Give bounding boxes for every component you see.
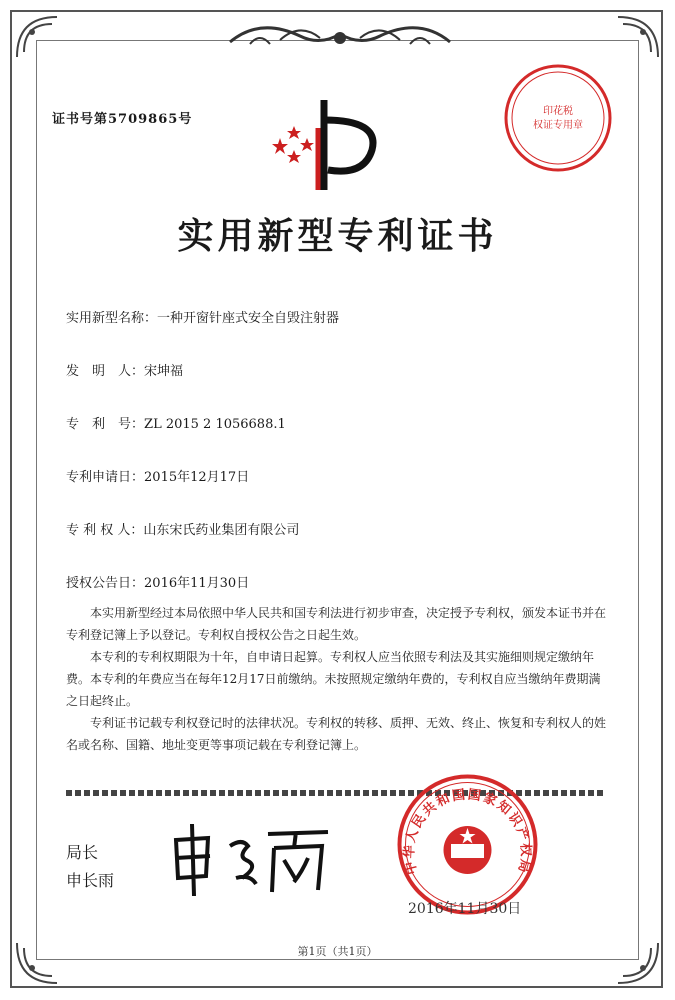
certificate-title: 实用新型专利证书: [177, 215, 498, 257]
field-label: 发 明 人: [66, 364, 132, 379]
page-number: 第1页（共1页）: [297, 945, 378, 958]
signer-title: 局长: [66, 843, 99, 862]
signer-name: 申长雨: [66, 871, 115, 890]
field-value: 宋坤福: [144, 364, 184, 379]
body-paragraph: 专利证书记载专利权登记时的法律状况。专利权的转移、质押、无效、终止、恢复和专利权人的姓名或名称、国籍、地址变更等事项记载在专利登记簿上。: [66, 716, 607, 752]
field-label: 专 利 号: [66, 417, 132, 432]
field-patent-number: 专 利 号：ZL 2015 2 1056688.1: [66, 413, 286, 432]
certificate-body: [66, 602, 606, 756]
field-filing-date: 专利申请日：2015年12月17日: [66, 466, 249, 485]
field-inventor: 发 明 人：宋坤福: [66, 360, 183, 379]
field-label: 授权公告日: [66, 576, 132, 591]
field-value: ZL 2015 2 1056688.1: [144, 417, 286, 432]
seal-text: 中华人民共和国国家知识产权局: [402, 787, 533, 876]
seal-line-1: 印花税: [543, 106, 573, 117]
top-ornament: [220, 12, 460, 60]
national-ip-office-seal: [395, 772, 540, 917]
field-label: 专 利 权 人: [66, 523, 131, 538]
body-paragraph: 本实用新型经过本局依照中华人民共和国专利法进行初步审查，决定授予专利权，颁发本证书并在专利登记簿上予以登记。专利权自授权公告之日起生效。: [66, 606, 607, 642]
field-value: 山东宋氏药业集团有限公司: [143, 523, 300, 538]
handwritten-signature: [168, 818, 338, 898]
field-patentee: 专 利 权 人：山东宋氏药业集团有限公司: [66, 519, 299, 538]
field-value: 2016年11月30日: [144, 576, 250, 591]
patent-office-logo: [272, 98, 382, 190]
corner-ornament: [12, 12, 62, 62]
issue-date: 2016年11月30日: [408, 901, 522, 917]
field-value: 一种开窗针座式安全自毁注射器: [157, 311, 340, 326]
field-value: 2015年12月17日: [144, 470, 250, 485]
stamp-duty-seal: [502, 62, 614, 174]
seal-line-2: 权证专用章: [533, 120, 583, 131]
certificate-number: 证书号第5709865号: [52, 112, 193, 127]
body-paragraph: 本专利的专利权期限为十年，自申请日起算。专利权人应当依照专利法及其实施细则规定缴纳年费。本专利的年费应当在每年12月17日前缴纳。未按照规定缴纳年费的，专利权自应当缴纳年费期满之日起终止。: [66, 650, 601, 708]
field-grant-date: 授权公告日：2016年11月30日: [66, 572, 249, 591]
corner-ornament: [613, 12, 663, 62]
field-label: 实用新型名称: [66, 311, 145, 326]
field-utility-model-name: 实用新型名称：一种开窗针座式安全自毁注射器: [66, 307, 339, 326]
field-label: 专利申请日: [66, 470, 132, 485]
